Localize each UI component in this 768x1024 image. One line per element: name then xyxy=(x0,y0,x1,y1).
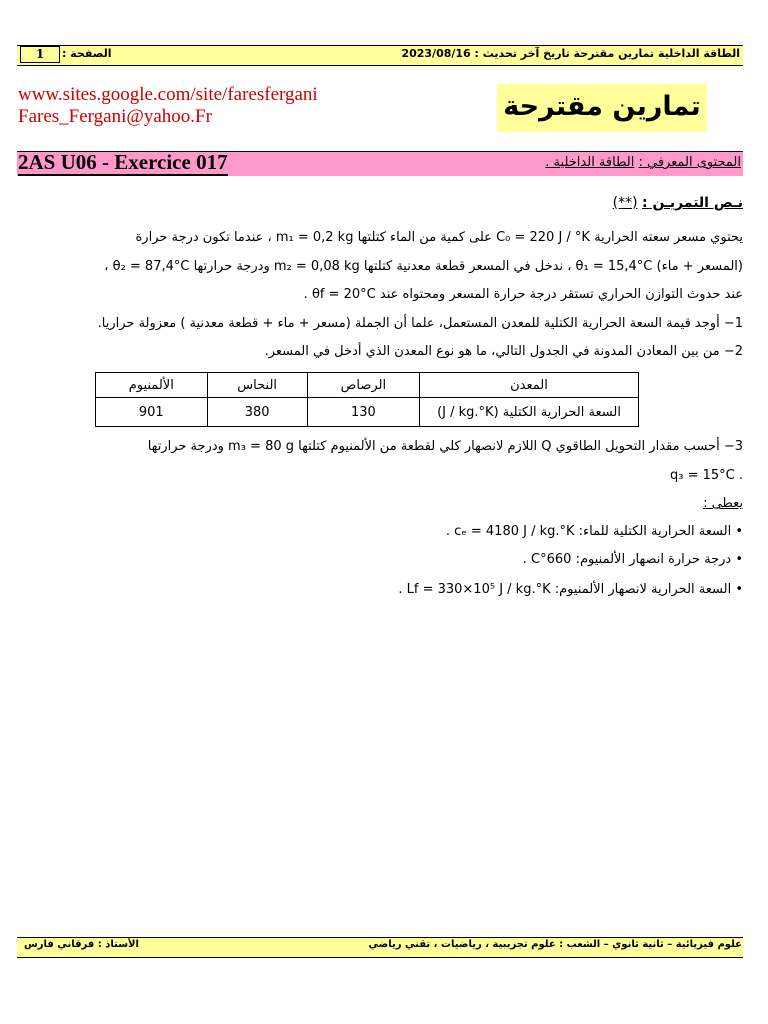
table-header-row xyxy=(96,373,639,398)
email-link[interactable]: Fares_Fergani@yahoo.Fr xyxy=(18,106,212,127)
exercise-code: 2AS U06 - Exercice 017 xyxy=(18,150,228,174)
question-2: 2− من بين المعادن المدونة في الجدول التالي، ما هو نوع المعدن الذي أدخل في المسعر. xyxy=(264,344,743,359)
table-cell: النحاس xyxy=(207,373,307,398)
table-cell: 380 xyxy=(207,398,307,427)
statement-line: عند حدوث التوازن الحراري تستقر درجة حرارة المسعر ومحتواه عند θf = 20°C . xyxy=(303,287,743,302)
table-cell: 130 xyxy=(307,398,419,427)
given-item: • السعة الحرارية لانصهار الألمنيوم: Lf = 330×10⁵ J / kg.°K . xyxy=(398,582,743,597)
table-cell: الألمنيوم xyxy=(96,373,208,398)
table-cell: الرصاص xyxy=(307,373,419,398)
statement-line: (المسعر + ماء) θ₁ = 15,4°C ، ندخل في المسعر قطعة معدنية كتلتها m₂ = 0,08 kg ودرجة حرارتها θ₂ = 87,4°C ، xyxy=(104,259,743,274)
content-value: الطاقة الداخلية . xyxy=(545,155,635,170)
given-item: • السعة الحرارية الكتلية للماء: cₑ = 4180 J / kg.°K . xyxy=(445,524,743,539)
table-cell: المعدن xyxy=(420,373,639,398)
header-title: الطاقة الداخلية تمارين مقترحة تاريخ آخر تحديث : 2023/08/16 xyxy=(401,47,740,60)
statement-line: يحتوي مسعر سعته الحرارية C₀ = 220 J / °K على كمية من الماء كتلتها m₁ = 0,2 kg ، عندما تكون درجة حرارة xyxy=(135,230,743,245)
footer-right: علوم فيزيائية – ثانية ثانوي – الشعب : علوم تجريبية ، رياضيات ، تقني رياضي xyxy=(368,939,742,950)
table-cell: 901 xyxy=(96,398,208,427)
metals-table xyxy=(95,372,639,427)
given-item: • درجة حرارة انصهار الألمنيوم: 660°C . xyxy=(522,552,743,567)
content-domain xyxy=(545,155,741,170)
statement-label: نـص التمريـن : xyxy=(642,195,743,211)
footer-left: الأستاذ : فرقاني فارس xyxy=(24,939,139,950)
page-number: 1 xyxy=(20,46,60,63)
given-label: يعطى : xyxy=(703,496,743,511)
question-3-line: . q₃ = 15°C xyxy=(669,468,743,483)
difficulty: (**) xyxy=(612,195,638,211)
page-label: الصفحة : xyxy=(62,47,112,60)
banner-title: تمارين مقترحة xyxy=(497,84,707,132)
table-row xyxy=(96,398,639,427)
content-label: المحتوى المعرفي : xyxy=(638,155,741,170)
question-3-line: 3− أحسب مقدار التحويل الطاقوي Q اللازم لانصهار كلي لقطعة من الألمنيوم كتلتها m₃ = 80 g ودرجة حرارتها xyxy=(147,439,743,454)
statement-heading xyxy=(613,195,743,211)
website-link[interactable]: www.sites.google.com/site/faresfergani xyxy=(18,84,318,105)
table-cell: السعة الحرارية الكتلية (J / kg.°K) xyxy=(420,398,639,427)
question-1: 1− أوجد قيمة السعة الحرارية الكتلية للمعدن المستعمل، علما أن الجملة (مسعر + ماء + قطعة معدنية ) معزولة حراريا. xyxy=(97,316,743,331)
